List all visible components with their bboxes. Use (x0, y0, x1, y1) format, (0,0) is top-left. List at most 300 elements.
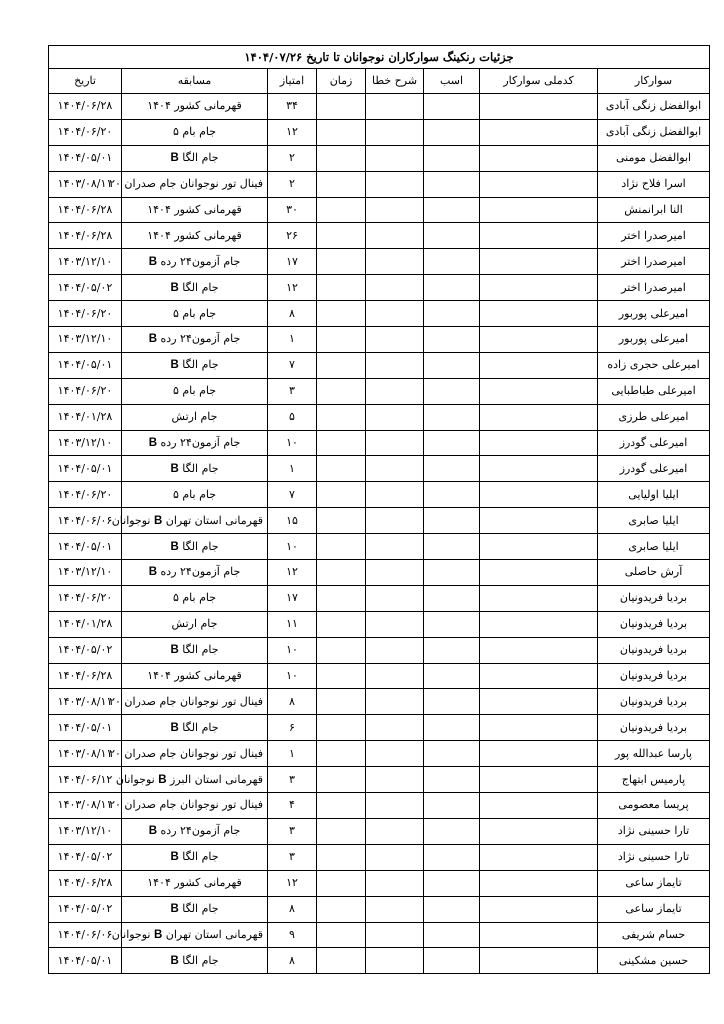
rider-cell: ابوالفضل مومنی (598, 145, 710, 171)
score-cell: ۳۰ (268, 197, 317, 223)
time-cell (317, 818, 366, 844)
score-cell: ۱۰ (268, 637, 317, 663)
competition-cell: فینال تور نوجوانان جام صدران ۲۰ (122, 171, 268, 197)
horse-cell (424, 275, 480, 301)
national-id-cell (480, 560, 598, 586)
score-cell: ۱۲ (268, 560, 317, 586)
time-cell (317, 741, 366, 767)
rider-cell: امیرصدرا اختر (598, 275, 710, 301)
table-row (49, 223, 710, 249)
horse-cell (424, 171, 480, 197)
rider-cell: تارا حسینی نژاد (598, 844, 710, 870)
rider-cell: پارسا عبدالله پور (598, 741, 710, 767)
fault-cell (366, 508, 424, 534)
fault-cell (366, 327, 424, 353)
fault-cell (366, 715, 424, 741)
national-id-cell (480, 611, 598, 637)
fault-cell (366, 352, 424, 378)
time-cell (317, 275, 366, 301)
competition-cell: قهرمانی استان تهران B نوجوانان (122, 508, 268, 534)
date-cell: ۱۴۰۳/۱۲/۱۰ (49, 249, 122, 275)
fault-cell (366, 844, 424, 870)
competition-cell: جام بام ۵ (122, 482, 268, 508)
rider-cell: تایماز ساعی (598, 870, 710, 896)
competition-cell: جام الگا B (122, 352, 268, 378)
rider-cell: پارمیس ابتهاج (598, 767, 710, 793)
ranking-rows (49, 94, 710, 974)
national-id-cell (480, 404, 598, 430)
table-row (49, 767, 710, 793)
date-cell: ۱۴۰۳/۱۲/۱۰ (49, 818, 122, 844)
fault-cell (366, 585, 424, 611)
horse-cell (424, 249, 480, 275)
score-cell: ۳۴ (268, 94, 317, 120)
time-cell (317, 689, 366, 715)
header-competition: مسابقه (122, 69, 268, 94)
header-date: تاریخ (49, 69, 122, 94)
fault-cell (366, 378, 424, 404)
score-cell: ۱۱ (268, 611, 317, 637)
national-id-cell (480, 94, 598, 120)
national-id-cell (480, 534, 598, 560)
date-cell: ۱۴۰۴/۰۵/۰۱ (49, 352, 122, 378)
score-cell: ۱۰ (268, 430, 317, 456)
fault-cell (366, 430, 424, 456)
competition-cell: قهرمانی کشور ۱۴۰۴ (122, 197, 268, 223)
date-cell: ۱۴۰۳/۰۸/۱۱ (49, 171, 122, 197)
date-cell: ۱۴۰۴/۰۶/۲۸ (49, 870, 122, 896)
horse-cell (424, 767, 480, 793)
date-cell: ۱۴۰۳/۱۲/۱۰ (49, 430, 122, 456)
table-row (49, 922, 710, 948)
table-row (49, 585, 710, 611)
table-row (49, 793, 710, 819)
competition-cell: جام آزمون۲۴ رده B (122, 430, 268, 456)
rider-cell: النا ابرانمنش (598, 197, 710, 223)
time-cell (317, 94, 366, 120)
horse-cell (424, 741, 480, 767)
time-cell (317, 767, 366, 793)
competition-cell: جام الگا B (122, 275, 268, 301)
fault-cell (366, 741, 424, 767)
date-cell: ۱۴۰۴/۰۶/۲۰ (49, 119, 122, 145)
horse-cell (424, 715, 480, 741)
rider-cell: پریسا معصومی (598, 793, 710, 819)
national-id-cell (480, 689, 598, 715)
competition-cell: جام آزمون۲۴ رده B (122, 249, 268, 275)
score-cell: ۷ (268, 352, 317, 378)
competition-cell: جام آزمون۲۴ رده B (122, 560, 268, 586)
horse-cell (424, 896, 480, 922)
date-cell: ۱۴۰۳/۰۸/۱۱ (49, 689, 122, 715)
table-row (49, 171, 710, 197)
date-cell: ۱۴۰۳/۱۲/۱۰ (49, 560, 122, 586)
table-row (49, 741, 710, 767)
date-cell: ۱۴۰۴/۰۶/۲۸ (49, 223, 122, 249)
fault-cell (366, 870, 424, 896)
fault-cell (366, 275, 424, 301)
fault-cell (366, 793, 424, 819)
table-row (49, 560, 710, 586)
rider-cell: امیرعلی گودرز (598, 430, 710, 456)
table-row (49, 611, 710, 637)
table-row (49, 534, 710, 560)
horse-cell (424, 637, 480, 663)
table-row (49, 430, 710, 456)
competition-cell: جام بام ۵ (122, 301, 268, 327)
national-id-cell (480, 637, 598, 663)
time-cell (317, 171, 366, 197)
date-cell: ۱۴۰۴/۰۱/۲۸ (49, 404, 122, 430)
competition-cell: جام بام ۵ (122, 585, 268, 611)
date-cell: ۱۴۰۴/۰۶/۲۸ (49, 94, 122, 120)
time-cell (317, 456, 366, 482)
rider-cell: حسام شریفی (598, 922, 710, 948)
rider-cell: امیرعلی طرزی (598, 404, 710, 430)
header-row (49, 69, 710, 94)
competition-cell: جام الگا B (122, 948, 268, 974)
horse-cell (424, 378, 480, 404)
horse-cell (424, 430, 480, 456)
score-cell: ۴ (268, 793, 317, 819)
score-cell: ۳ (268, 844, 317, 870)
score-cell: ۷ (268, 482, 317, 508)
national-id-cell (480, 249, 598, 275)
time-cell (317, 896, 366, 922)
time-cell (317, 870, 366, 896)
national-id-cell (480, 870, 598, 896)
table-row (49, 948, 710, 974)
date-cell: ۱۴۰۴/۰۵/۰۱ (49, 948, 122, 974)
competition-cell: جام بام ۵ (122, 378, 268, 404)
rider-cell: تارا حسینی نژاد (598, 818, 710, 844)
competition-cell: قهرمانی کشور ۱۴۰۴ (122, 223, 268, 249)
table-row (49, 456, 710, 482)
table-row (49, 145, 710, 171)
fault-cell (366, 534, 424, 560)
competition-cell: جام الگا B (122, 534, 268, 560)
date-cell: ۱۴۰۴/۰۵/۰۲ (49, 844, 122, 870)
table-row (49, 844, 710, 870)
horse-cell (424, 482, 480, 508)
national-id-cell (480, 327, 598, 353)
table-row (49, 327, 710, 353)
national-id-cell (480, 145, 598, 171)
fault-cell (366, 482, 424, 508)
national-id-cell (480, 922, 598, 948)
table-row (49, 301, 710, 327)
national-id-cell (480, 301, 598, 327)
table-row (49, 482, 710, 508)
competition-cell: جام ارتش (122, 404, 268, 430)
table-row (49, 637, 710, 663)
time-cell (317, 534, 366, 560)
national-id-cell (480, 482, 598, 508)
horse-cell (424, 663, 480, 689)
time-cell (317, 197, 366, 223)
date-cell: ۱۴۰۴/۰۵/۰۱ (49, 145, 122, 171)
national-id-cell (480, 663, 598, 689)
fault-cell (366, 404, 424, 430)
time-cell (317, 430, 366, 456)
rider-cell: حسین مشکینی (598, 948, 710, 974)
date-cell: ۱۴۰۳/۰۸/۱۱ (49, 741, 122, 767)
fault-cell (366, 94, 424, 120)
score-cell: ۸ (268, 948, 317, 974)
score-cell: ۶ (268, 715, 317, 741)
table-row (49, 896, 710, 922)
table-row (49, 94, 710, 120)
date-cell: ۱۴۰۴/۰۶/۱۲ (49, 767, 122, 793)
score-cell: ۲ (268, 145, 317, 171)
competition-cell: فینال تور نوجوانان جام صدران ۲۰ (122, 793, 268, 819)
competition-cell: قهرمانی استان تهران B نوجوانان (122, 922, 268, 948)
date-cell: ۱۴۰۴/۰۶/۰۶ (49, 922, 122, 948)
fault-cell (366, 249, 424, 275)
horse-cell (424, 456, 480, 482)
competition-cell: جام الگا B (122, 456, 268, 482)
table-row (49, 197, 710, 223)
national-id-cell (480, 378, 598, 404)
horse-cell (424, 119, 480, 145)
rider-cell: امیرعلی گودرز (598, 456, 710, 482)
time-cell (317, 560, 366, 586)
time-cell (317, 327, 366, 353)
national-id-cell (480, 948, 598, 974)
time-cell (317, 922, 366, 948)
date-cell: ۱۴۰۴/۰۵/۰۱ (49, 456, 122, 482)
ranking-page (48, 45, 709, 974)
competition-cell: جام آزمون۲۴ رده B (122, 327, 268, 353)
time-cell (317, 663, 366, 689)
national-id-cell (480, 223, 598, 249)
national-id-cell (480, 171, 598, 197)
date-cell: ۱۴۰۴/۰۶/۲۸ (49, 197, 122, 223)
score-cell: ۳ (268, 818, 317, 844)
fault-cell (366, 171, 424, 197)
national-id-cell (480, 275, 598, 301)
date-cell: ۱۴۰۴/۰۶/۲۰ (49, 301, 122, 327)
rider-cell: بردیا فریدونیان (598, 715, 710, 741)
time-cell (317, 301, 366, 327)
fault-cell (366, 948, 424, 974)
rider-cell: امیرعلی طباطبایی (598, 378, 710, 404)
competition-cell: جام الگا B (122, 896, 268, 922)
horse-cell (424, 793, 480, 819)
table-row (49, 352, 710, 378)
horse-cell (424, 870, 480, 896)
time-cell (317, 378, 366, 404)
competition-cell: قهرمانی کشور ۱۴۰۴ (122, 94, 268, 120)
fault-cell (366, 818, 424, 844)
horse-cell (424, 94, 480, 120)
fault-cell (366, 663, 424, 689)
horse-cell (424, 404, 480, 430)
competition-cell: جام ارتش (122, 611, 268, 637)
rider-cell: ایلیا اولیایی (598, 482, 710, 508)
competition-cell: جام بام ۵ (122, 119, 268, 145)
score-cell: ۱ (268, 456, 317, 482)
header-national-id: کدملی سوارکار (480, 69, 598, 94)
rider-cell: امیرصدرا اختر (598, 223, 710, 249)
rider-cell: بردیا فریدونیان (598, 637, 710, 663)
fault-cell (366, 560, 424, 586)
score-cell: ۲۶ (268, 223, 317, 249)
time-cell (317, 404, 366, 430)
time-cell (317, 352, 366, 378)
header-rider: سوارکار (598, 69, 710, 94)
horse-cell (424, 352, 480, 378)
time-cell (317, 482, 366, 508)
date-cell: ۱۴۰۳/۰۸/۱۱ (49, 793, 122, 819)
time-cell (317, 223, 366, 249)
fault-cell (366, 922, 424, 948)
table-row (49, 378, 710, 404)
table-row (49, 119, 710, 145)
score-cell: ۸ (268, 896, 317, 922)
time-cell (317, 793, 366, 819)
date-cell: ۱۴۰۴/۰۵/۰۲ (49, 275, 122, 301)
horse-cell (424, 534, 480, 560)
horse-cell (424, 611, 480, 637)
table-row (49, 404, 710, 430)
date-cell: ۱۴۰۴/۰۵/۰۱ (49, 534, 122, 560)
date-cell: ۱۴۰۴/۰۵/۰۱ (49, 715, 122, 741)
competition-cell: قهرمانی استان البرز B نوجوانان (122, 767, 268, 793)
national-id-cell (480, 896, 598, 922)
horse-cell (424, 844, 480, 870)
table-row (49, 870, 710, 896)
score-cell: ۱۲ (268, 275, 317, 301)
horse-cell (424, 327, 480, 353)
competition-cell: جام آزمون۲۴ رده B (122, 818, 268, 844)
national-id-cell (480, 767, 598, 793)
date-cell: ۱۴۰۴/۰۱/۲۸ (49, 611, 122, 637)
score-cell: ۸ (268, 301, 317, 327)
score-cell: ۹ (268, 922, 317, 948)
national-id-cell (480, 585, 598, 611)
rider-cell: بردیا فریدونیان (598, 611, 710, 637)
time-cell (317, 637, 366, 663)
fault-cell (366, 611, 424, 637)
date-cell: ۱۴۰۴/۰۶/۲۰ (49, 585, 122, 611)
competition-cell: فینال تور نوجوانان جام صدران ۲۰ (122, 741, 268, 767)
header-score: امتیاز (268, 69, 317, 94)
time-cell (317, 611, 366, 637)
time-cell (317, 249, 366, 275)
time-cell (317, 508, 366, 534)
time-cell (317, 844, 366, 870)
rider-cell: بردیا فریدونیان (598, 689, 710, 715)
fault-cell (366, 223, 424, 249)
national-id-cell (480, 818, 598, 844)
horse-cell (424, 948, 480, 974)
horse-cell (424, 508, 480, 534)
time-cell (317, 119, 366, 145)
rider-cell: آرش حاصلی (598, 560, 710, 586)
header-horse: اسب (424, 69, 480, 94)
fault-cell (366, 456, 424, 482)
horse-cell (424, 818, 480, 844)
date-cell: ۱۴۰۴/۰۶/۰۶ (49, 508, 122, 534)
fault-cell (366, 767, 424, 793)
fault-cell (366, 145, 424, 171)
competition-cell: جام الگا B (122, 844, 268, 870)
score-cell: ۱ (268, 741, 317, 767)
fault-cell (366, 689, 424, 715)
rider-cell: تایماز ساعی (598, 896, 710, 922)
score-cell: ۱۷ (268, 249, 317, 275)
horse-cell (424, 223, 480, 249)
national-id-cell (480, 197, 598, 223)
national-id-cell (480, 456, 598, 482)
rider-cell: ابوالفضل زنگی آبادی (598, 119, 710, 145)
table-row (49, 508, 710, 534)
score-cell: ۸ (268, 689, 317, 715)
time-cell (317, 585, 366, 611)
national-id-cell (480, 508, 598, 534)
horse-cell (424, 197, 480, 223)
competition-cell: جام الگا B (122, 637, 268, 663)
rider-cell: اسرا فلاح نژاد (598, 171, 710, 197)
horse-cell (424, 145, 480, 171)
page-title: جزئیات رنکینگ سوارکاران نوجوانان تا تاریخ ۱۴۰۴/۰۷/۲۶ (49, 46, 710, 69)
score-cell: ۲ (268, 171, 317, 197)
national-id-cell (480, 119, 598, 145)
rider-cell: امیرعلی پوربور (598, 301, 710, 327)
table-row (49, 275, 710, 301)
competition-cell: جام الگا B (122, 145, 268, 171)
time-cell (317, 715, 366, 741)
ranking-table (48, 45, 710, 974)
score-cell: ۳ (268, 767, 317, 793)
score-cell: ۱۰ (268, 534, 317, 560)
rider-cell: ایلیا صابری (598, 534, 710, 560)
fault-cell (366, 896, 424, 922)
competition-cell: جام الگا B (122, 715, 268, 741)
horse-cell (424, 560, 480, 586)
rider-cell: ایلیا صابری (598, 508, 710, 534)
title-row (49, 46, 710, 69)
national-id-cell (480, 844, 598, 870)
score-cell: ۱۵ (268, 508, 317, 534)
fault-cell (366, 637, 424, 663)
rider-cell: ابوالفضل زنگی آبادی (598, 94, 710, 120)
rider-cell: بردیا فریدونیان (598, 663, 710, 689)
score-cell: ۱ (268, 327, 317, 353)
date-cell: ۱۴۰۴/۰۶/۲۰ (49, 482, 122, 508)
fault-cell (366, 301, 424, 327)
date-cell: ۱۴۰۳/۱۲/۱۰ (49, 327, 122, 353)
score-cell: ۱۰ (268, 663, 317, 689)
rider-cell: امیرصدرا اختر (598, 249, 710, 275)
time-cell (317, 948, 366, 974)
horse-cell (424, 689, 480, 715)
horse-cell (424, 585, 480, 611)
header-fault: شرح خطا (366, 69, 424, 94)
date-cell: ۱۴۰۴/۰۶/۲۰ (49, 378, 122, 404)
score-cell: ۱۲ (268, 119, 317, 145)
rider-cell: بردیا فریدونیان (598, 585, 710, 611)
horse-cell (424, 922, 480, 948)
table-row (49, 689, 710, 715)
score-cell: ۱۷ (268, 585, 317, 611)
national-id-cell (480, 741, 598, 767)
competition-cell: قهرمانی کشور ۱۴۰۴ (122, 870, 268, 896)
table-row (49, 715, 710, 741)
score-cell: ۳ (268, 378, 317, 404)
national-id-cell (480, 352, 598, 378)
